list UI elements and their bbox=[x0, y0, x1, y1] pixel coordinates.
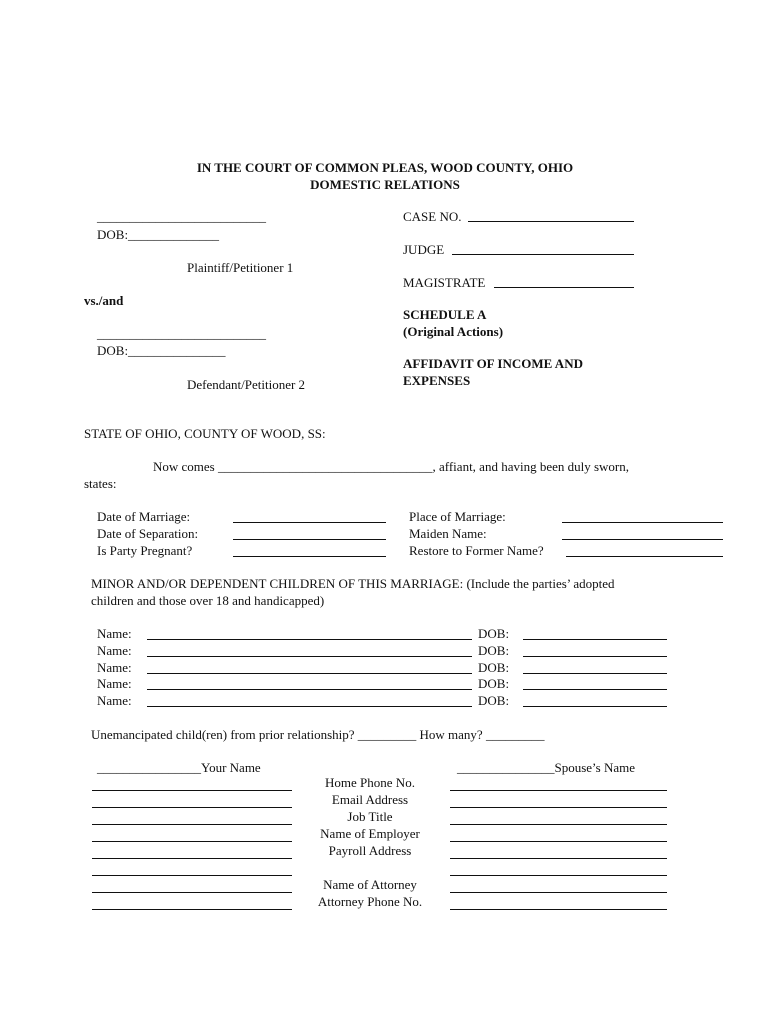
attorney-phone-label: Attorney Phone No. bbox=[317, 894, 423, 909]
place-of-marriage-label: Place of Marriage: bbox=[409, 509, 506, 524]
states-label: states: bbox=[84, 476, 117, 491]
your-name-header[interactable]: ________________Your Name bbox=[97, 760, 261, 775]
judge-label: JUDGE bbox=[403, 242, 445, 257]
children-heading-1: MINOR AND/OR DEPENDENT CHILDREN OF THIS MARRIAGE: (Include the parties’ adopted bbox=[91, 576, 615, 591]
spouse-name-header[interactable]: _______________Spouse’s Name bbox=[457, 760, 636, 775]
case-no-label: CASE NO. bbox=[403, 209, 462, 224]
magistrate-field[interactable] bbox=[494, 287, 634, 288]
restore-name-field[interactable] bbox=[566, 556, 723, 557]
child-name-label: Name: bbox=[97, 676, 132, 691]
child-dob-label: DOB: bbox=[478, 660, 510, 675]
your-employer-field[interactable] bbox=[92, 841, 292, 842]
state-county-line: STATE OF OHIO, COUNTY OF WOOD, SS: bbox=[84, 426, 326, 441]
child-name-label: Name: bbox=[97, 626, 132, 641]
your-home-phone-field[interactable] bbox=[92, 790, 292, 791]
child-name-field[interactable] bbox=[147, 656, 472, 657]
child-name-field[interactable] bbox=[147, 639, 472, 640]
affidavit-title-1: AFFIDAVIT OF INCOME AND bbox=[403, 356, 583, 371]
now-comes-line[interactable]: Now comes _________________________________, affiant, and having been duly sworn, bbox=[153, 459, 630, 474]
your-payroll-address-field-2[interactable] bbox=[92, 875, 292, 876]
child-name-field[interactable] bbox=[147, 706, 472, 707]
maiden-name-field[interactable] bbox=[562, 539, 723, 540]
email-address-label: Email Address bbox=[331, 792, 409, 807]
child-dob-field[interactable] bbox=[523, 639, 667, 640]
spouse-home-phone-field[interactable] bbox=[450, 790, 667, 791]
magistrate-label: MAGISTRATE bbox=[403, 275, 486, 290]
case-no-field[interactable] bbox=[468, 221, 634, 222]
affidavit-title-2: EXPENSES bbox=[403, 373, 471, 388]
child-name-field[interactable] bbox=[147, 689, 472, 690]
your-payroll-address-field[interactable] bbox=[92, 858, 292, 859]
maiden-name-label: Maiden Name: bbox=[409, 526, 487, 541]
party2-name-blank[interactable]: __________________________ bbox=[97, 326, 266, 341]
job-title-label: Job Title bbox=[347, 809, 393, 824]
child-dob-field[interactable] bbox=[523, 706, 667, 707]
employer-name-label: Name of Employer bbox=[320, 826, 420, 841]
home-phone-label: Home Phone No. bbox=[325, 775, 415, 790]
date-of-marriage-field[interactable] bbox=[233, 522, 386, 523]
your-job-title-field[interactable] bbox=[92, 824, 292, 825]
child-dob-label: DOB: bbox=[478, 643, 510, 658]
child-dob-field[interactable] bbox=[523, 673, 667, 674]
party1-role: Plaintiff/Petitioner 1 bbox=[187, 260, 294, 275]
spouse-payroll-address-field[interactable] bbox=[450, 858, 667, 859]
your-email-field[interactable] bbox=[92, 807, 292, 808]
payroll-address-label: Payroll Address bbox=[328, 843, 412, 858]
spouse-employer-field[interactable] bbox=[450, 841, 667, 842]
child-dob-label: DOB: bbox=[478, 693, 510, 708]
party1-dob[interactable]: DOB:______________ bbox=[97, 227, 220, 242]
spouse-email-field[interactable] bbox=[450, 807, 667, 808]
your-attorney-name-field[interactable] bbox=[92, 892, 292, 893]
date-of-separation-label: Date of Separation: bbox=[97, 526, 199, 541]
date-of-separation-field[interactable] bbox=[233, 539, 386, 540]
party2-dob[interactable]: DOB:_______________ bbox=[97, 343, 226, 358]
court-title: IN THE COURT OF COMMON PLEAS, WOOD COUNTY, OHIO bbox=[196, 160, 574, 175]
is-party-pregnant-field[interactable] bbox=[233, 556, 386, 557]
schedule-subtitle: (Original Actions) bbox=[403, 324, 504, 339]
spouse-attorney-phone-field[interactable] bbox=[450, 909, 667, 910]
versus-label: vs./and bbox=[84, 293, 124, 308]
child-dob-field[interactable] bbox=[523, 689, 667, 690]
child-name-label: Name: bbox=[97, 693, 132, 708]
child-dob-label: DOB: bbox=[478, 676, 510, 691]
is-party-pregnant-label: Is Party Pregnant? bbox=[97, 543, 193, 558]
child-name-label: Name: bbox=[97, 643, 132, 658]
child-dob-label: DOB: bbox=[478, 626, 510, 641]
party1-name-blank[interactable]: __________________________ bbox=[97, 209, 266, 224]
party2-role: Defendant/Petitioner 2 bbox=[187, 377, 306, 392]
judge-field[interactable] bbox=[452, 254, 634, 255]
place-of-marriage-field[interactable] bbox=[562, 522, 723, 523]
unemancipated-children-line[interactable]: Unemancipated child(ren) from prior relationship? _________ How many? _________ bbox=[91, 727, 545, 742]
attorney-name-label: Name of Attorney bbox=[323, 877, 417, 892]
child-name-label: Name: bbox=[97, 660, 132, 675]
spouse-job-title-field[interactable] bbox=[450, 824, 667, 825]
schedule-title: SCHEDULE A bbox=[403, 307, 487, 322]
restore-name-label: Restore to Former Name? bbox=[409, 543, 544, 558]
spouse-payroll-address-field-2[interactable] bbox=[450, 875, 667, 876]
child-dob-field[interactable] bbox=[523, 656, 667, 657]
your-attorney-phone-field[interactable] bbox=[92, 909, 292, 910]
children-heading-2: children and those over 18 and handicapped) bbox=[91, 593, 325, 608]
child-name-field[interactable] bbox=[147, 673, 472, 674]
date-of-marriage-label: Date of Marriage: bbox=[97, 509, 191, 524]
court-division: DOMESTIC RELATIONS bbox=[310, 177, 460, 192]
spouse-attorney-name-field[interactable] bbox=[450, 892, 667, 893]
